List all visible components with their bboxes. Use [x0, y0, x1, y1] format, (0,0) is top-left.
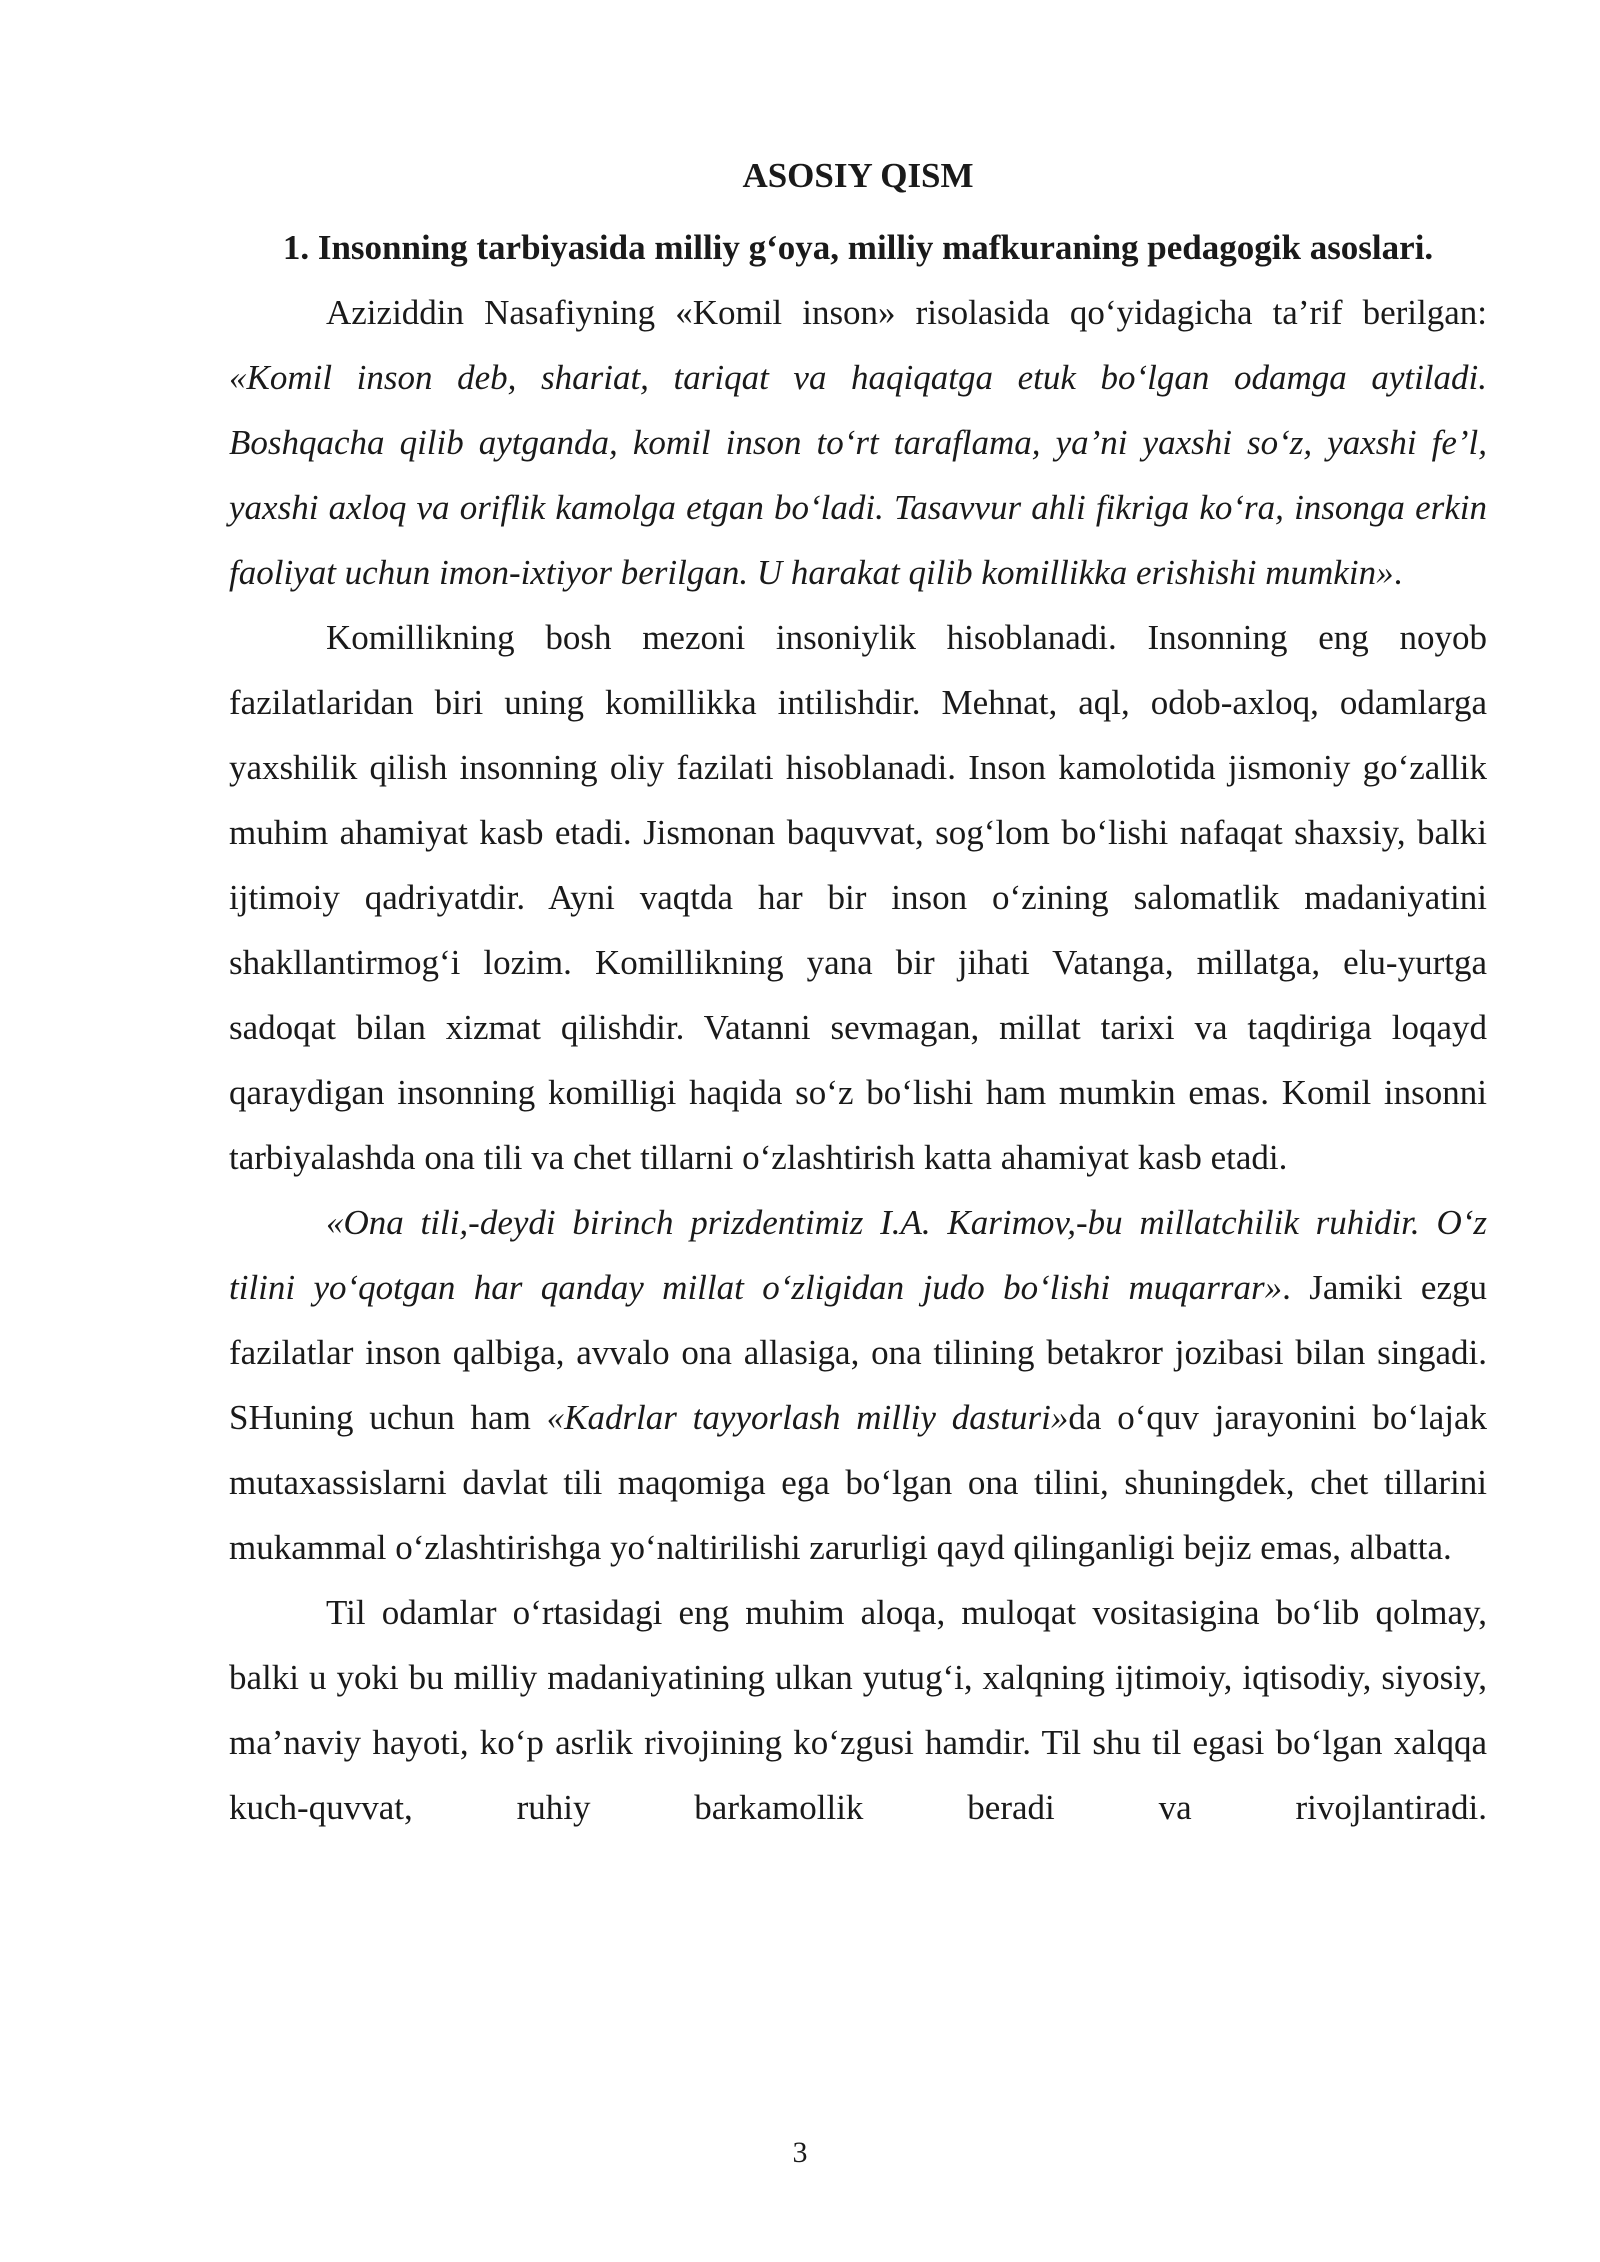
paragraph-1-text: Aziziddin Nasafiyning «Komil inson» risolasida qo‘yidagicha ta’rif berilgan: [326, 293, 1487, 332]
subsection-title: 1. Insonning tarbiyasida milliy g‘oya, milliy mafkuraning pedagogik asoslari. [282, 228, 1434, 267]
paragraph-3-text-end: da o‘quv jarayonini bo‘lajak mutaxassislarni davlat tili maqomiga ega bo‘lgan ona tilini, shuningdek, chet tillarini mukammal o‘zlashtirishga yo‘naltirilishi zarurligi qayd qilinganligi bejiz emas, albatta. [229, 1398, 1487, 1567]
paragraph-2: Komillikning bosh mezoni insoniylik hisoblanadi. Insonning eng noyob fazilatlaridan biri uning komillikka intilishdir. Mehnat, aql, odob-axloq, odamlarga yaxshilik qilish insonning oliy fazilati hisoblanadi. Inson kamolotida jismoniy go‘zallik muhim ahamiyat kasb etadi. Jismonan baquvvat, sog‘lom bo‘lishi nafaqat shaxsiy, balki ijtimoiy qadriyatdir. Ayni vaqtda har bir inson o‘zining salomatlik madaniyatini shakllantirmog‘i lozim. Komillikning yana bir jihati Vatanga, millatga, elu-yurtga sadoqat bilan xizmat qilishdir. Vatanni sevmagan, millat tarixi va taqdiriga loqayd qaraydigan insonning komilligi haqida so‘z bo‘lishi ham mumkin emas. Komil insonni tarbiyalashda ona tili va chet tillarni o‘zlashtirish katta ahamiyat kasb etadi. [229, 618, 1487, 1177]
paragraph-1-quote: «Komil inson deb, shariat, tariqat va haqiqatga etuk bo‘lgan odamga aytiladi. Boshqacha qilib aytganda, komil inson to‘rt taraflama, ya’ni yaxshi so‘z, yaxshi fe’l, yaxshi axloq va oriflik kamolga etgan bo‘ladi. Tasavvur ahli fikriga ko‘ra, insonga erkin faoliyat uchun imon-ixtiyor berilgan. U harakat qilib komillikka erishishi mumkin» [229, 358, 1487, 592]
paragraph-3 [229, 1190, 1487, 1580]
paragraph-1-end: . [1393, 553, 1403, 592]
paragraph-4: Til odamlar o‘rtasidagi eng muhim aloqa, muloqat vositasigina bo‘lib qolmay, balki u yoki bu milliy madaniyatining ulkan yutug‘i, xalqning ijtimoiy, iqtisodiy, siyosiy, ma’naviy hayoti, ko‘p asrlik rivojining ko‘zgusi hamdir. Til shu til egasi bo‘lgan xalqqa kuch-quvvat, ruhiy barkamollik beradi va rivojlantiradi. [229, 1593, 1487, 1827]
paragraph-3-text: . Jamiki ezgu fazilatlar inson qalbiga, avvalo ona allasiga, ona tilining betakror jozibasi bilan singadi. SHuning uchun ham [229, 1268, 1488, 1437]
document-page [229, 150, 1487, 1840]
paragraph-1 [229, 280, 1487, 605]
paragraph-3-quote: «Ona tili,-deydi birinch prizdentimiz I.A. Karimov,-bu millatchilik ruhidir. O‘z tilini yo‘qotgan har qanday millat o‘zligidan judo bo‘lishi muqarrar» [229, 1203, 1487, 1307]
paragraph-3-program-title: «Kadrlar tayyorlash milliy dasturi» [546, 1398, 1069, 1437]
section-title: ASOSIY QISM [742, 156, 974, 195]
page-number: 3 [792, 2136, 808, 2169]
